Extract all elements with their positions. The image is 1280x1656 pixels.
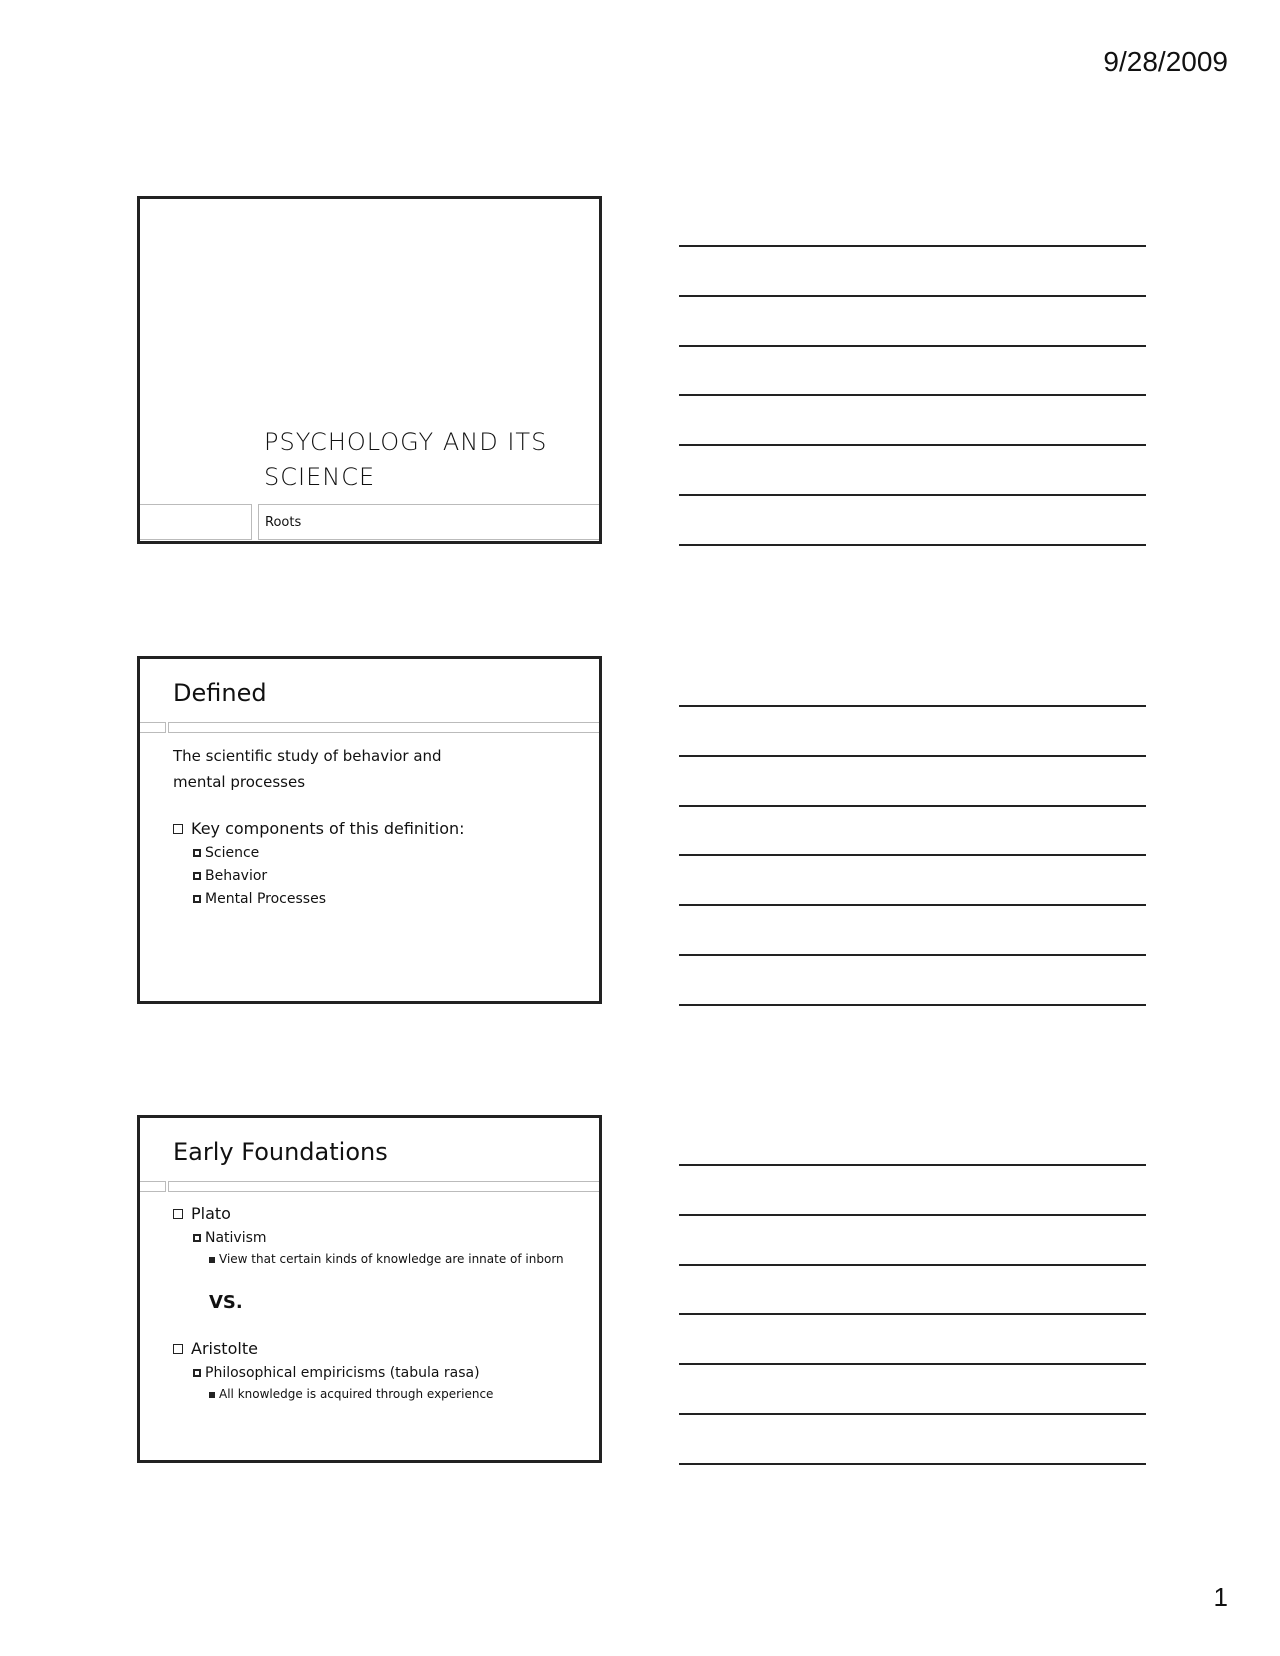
note-line	[679, 904, 1146, 906]
note-line	[679, 345, 1146, 347]
slide-heading: Defined	[173, 679, 267, 707]
slide-defined	[137, 656, 602, 1004]
decorative-bar	[168, 1181, 599, 1192]
definition-text: The scientific study of behavior and mental processes	[173, 747, 442, 791]
vs-label: VS.	[209, 1292, 243, 1313]
note-line	[679, 1214, 1146, 1216]
note-line	[679, 854, 1146, 856]
slide-title	[137, 196, 602, 544]
note-line	[679, 295, 1146, 297]
note-line	[679, 394, 1146, 396]
note-line	[679, 1413, 1146, 1415]
sub-sub-bullet: All knowledge is acquired through experience	[209, 1387, 589, 1401]
sub-bullet: Science	[193, 845, 589, 861]
note-line	[679, 1363, 1146, 1365]
note-line	[679, 245, 1146, 247]
bullet: Aristolte	[173, 1339, 589, 1358]
note-line	[679, 1463, 1146, 1465]
slide-early-foundations	[137, 1115, 602, 1463]
note-line	[679, 1264, 1146, 1266]
sub-bullet: Behavior	[193, 868, 589, 884]
note-line	[679, 954, 1146, 956]
note-line	[679, 494, 1146, 496]
note-line	[679, 444, 1146, 446]
slide-heading: Early Foundations	[173, 1138, 388, 1166]
sub-sub-bullet: View that certain kinds of knowledge are innate of inborn	[209, 1252, 589, 1266]
decorative-bar	[140, 504, 252, 540]
note-line	[679, 1004, 1146, 1006]
decorative-bar	[168, 722, 599, 733]
decorative-bar	[140, 1181, 166, 1192]
sub-bullet: Nativism	[193, 1230, 589, 1246]
note-line	[679, 1313, 1146, 1315]
sub-bullet: Philosophical empiricisms (tabula rasa)	[193, 1365, 589, 1381]
bullet: Key components of this definition:	[173, 819, 589, 838]
note-line	[679, 755, 1146, 757]
sub-bullet: Mental Processes	[193, 891, 589, 907]
bullet: Plato	[173, 1204, 589, 1223]
decorative-bar	[140, 722, 166, 733]
print-date: 9/28/2009	[1103, 46, 1228, 77]
note-line	[679, 1164, 1146, 1166]
note-line	[679, 544, 1146, 546]
page-number: 1	[1213, 1582, 1228, 1612]
slide-subtitle: Roots	[258, 504, 599, 540]
note-line	[679, 705, 1146, 707]
slide-title-text: PSYCHOLOGY AND ITS SCIENCE	[264, 428, 548, 491]
note-line	[679, 805, 1146, 807]
